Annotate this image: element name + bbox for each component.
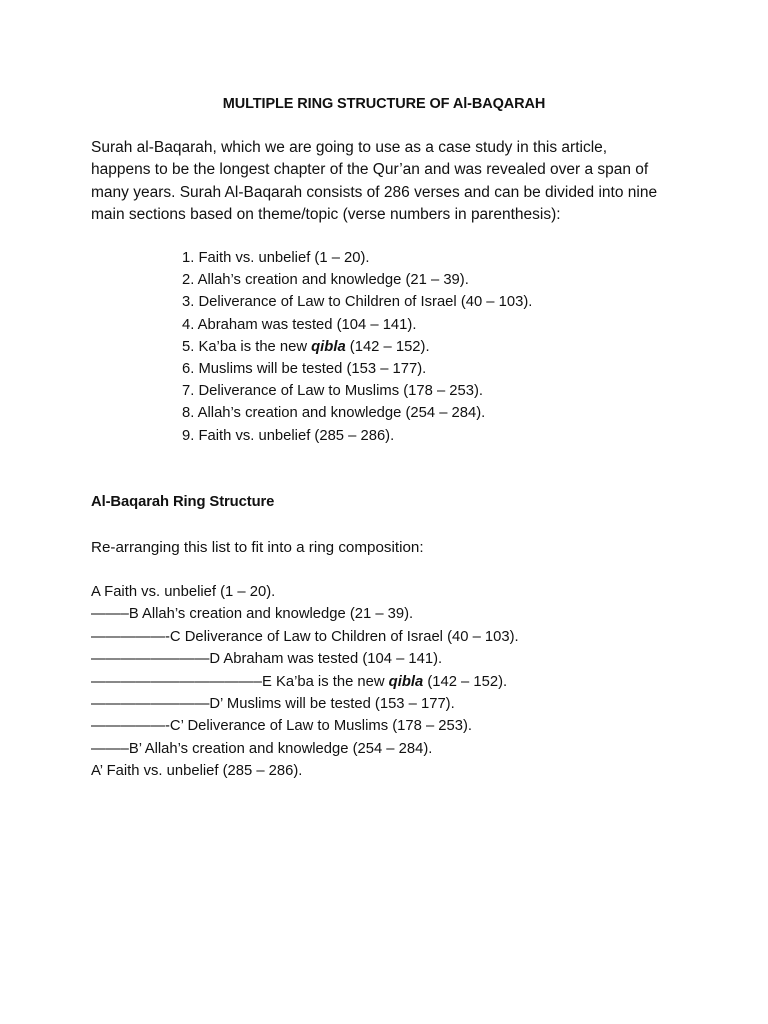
section-list (182, 247, 532, 447)
section-item: 9. Faith vs. unbelief (285 – 286). (182, 427, 395, 444)
section-item: 3. Deliverance of Law to Children of Israel (40 – 103). (182, 294, 533, 311)
section-item: 8. Allah’s creation and knowledge (254 – 284). (182, 405, 486, 422)
ring-item: ——–B Allah’s creation and knowledge (21 – 39). (91, 606, 414, 623)
section-item: 1. Faith vs. unbelief (1 – 20). (182, 250, 370, 266)
intro-paragraph (91, 137, 691, 227)
document-title: MULTIPLE RING STRUCTURE OF Al-BAQARAH (222, 96, 546, 112)
ring-structure-heading: Al-Baqarah Ring Structure (91, 494, 275, 510)
rearrange-text: Re-arranging this list to fit into a ring composition: (91, 539, 424, 556)
intro-line: Surah al-Baqarah, which we are going to use as a case study in this article, (91, 139, 608, 156)
ring-item: A’ Faith vs. unbelief (285 – 286). (91, 763, 303, 780)
ring-item (91, 671, 519, 693)
ring-item-text: ———————————–E Ka’ba is the new (91, 673, 389, 690)
qibla-emphasis: qibla (311, 338, 346, 355)
intro-line: happens to be the longest chapter of the Qur’an and was revealed over a span of (91, 161, 649, 179)
ring-item: ——–B’ Allah’s creation and knowledge (254 – 284). (91, 740, 433, 757)
intro-line: main sections based on theme/topic (verse numbers in parenthesis): (91, 206, 561, 224)
section-item: 6. Muslims will be tested (153 – 177). (182, 361, 427, 378)
ring-item: —————-C’ Deliverance of Law to Muslims (178 – 253). (91, 718, 473, 735)
qibla-emphasis: qibla (388, 673, 424, 690)
section-item (182, 336, 532, 358)
ring-list (91, 581, 519, 783)
ring-item: ————————D’ Muslims will be tested (153 – 177). (91, 696, 455, 713)
section-item-text: (142 – 152). (345, 338, 430, 355)
ring-item: —————-C Deliverance of Law to Children of Israel (40 – 103). (91, 628, 519, 645)
intro-line: many years. Surah Al-Baqarah consists of 286 verses and can be divided into nine (91, 183, 658, 201)
section-item-text: 5. Ka’ba is the new (182, 338, 312, 355)
section-item: 7. Deliverance of Law to Muslims (178 – 253). (182, 383, 484, 400)
section-item: 2. Allah’s creation and knowledge (21 – 39). (182, 272, 469, 289)
section-item: 4. Abraham was tested (104 – 141). (182, 316, 417, 333)
ring-item-text: (142 – 152). (423, 673, 508, 690)
ring-item: ————————D Abraham was tested (104 – 141). (91, 651, 443, 668)
ring-item: A Faith vs. unbelief (1 – 20). (91, 584, 276, 600)
